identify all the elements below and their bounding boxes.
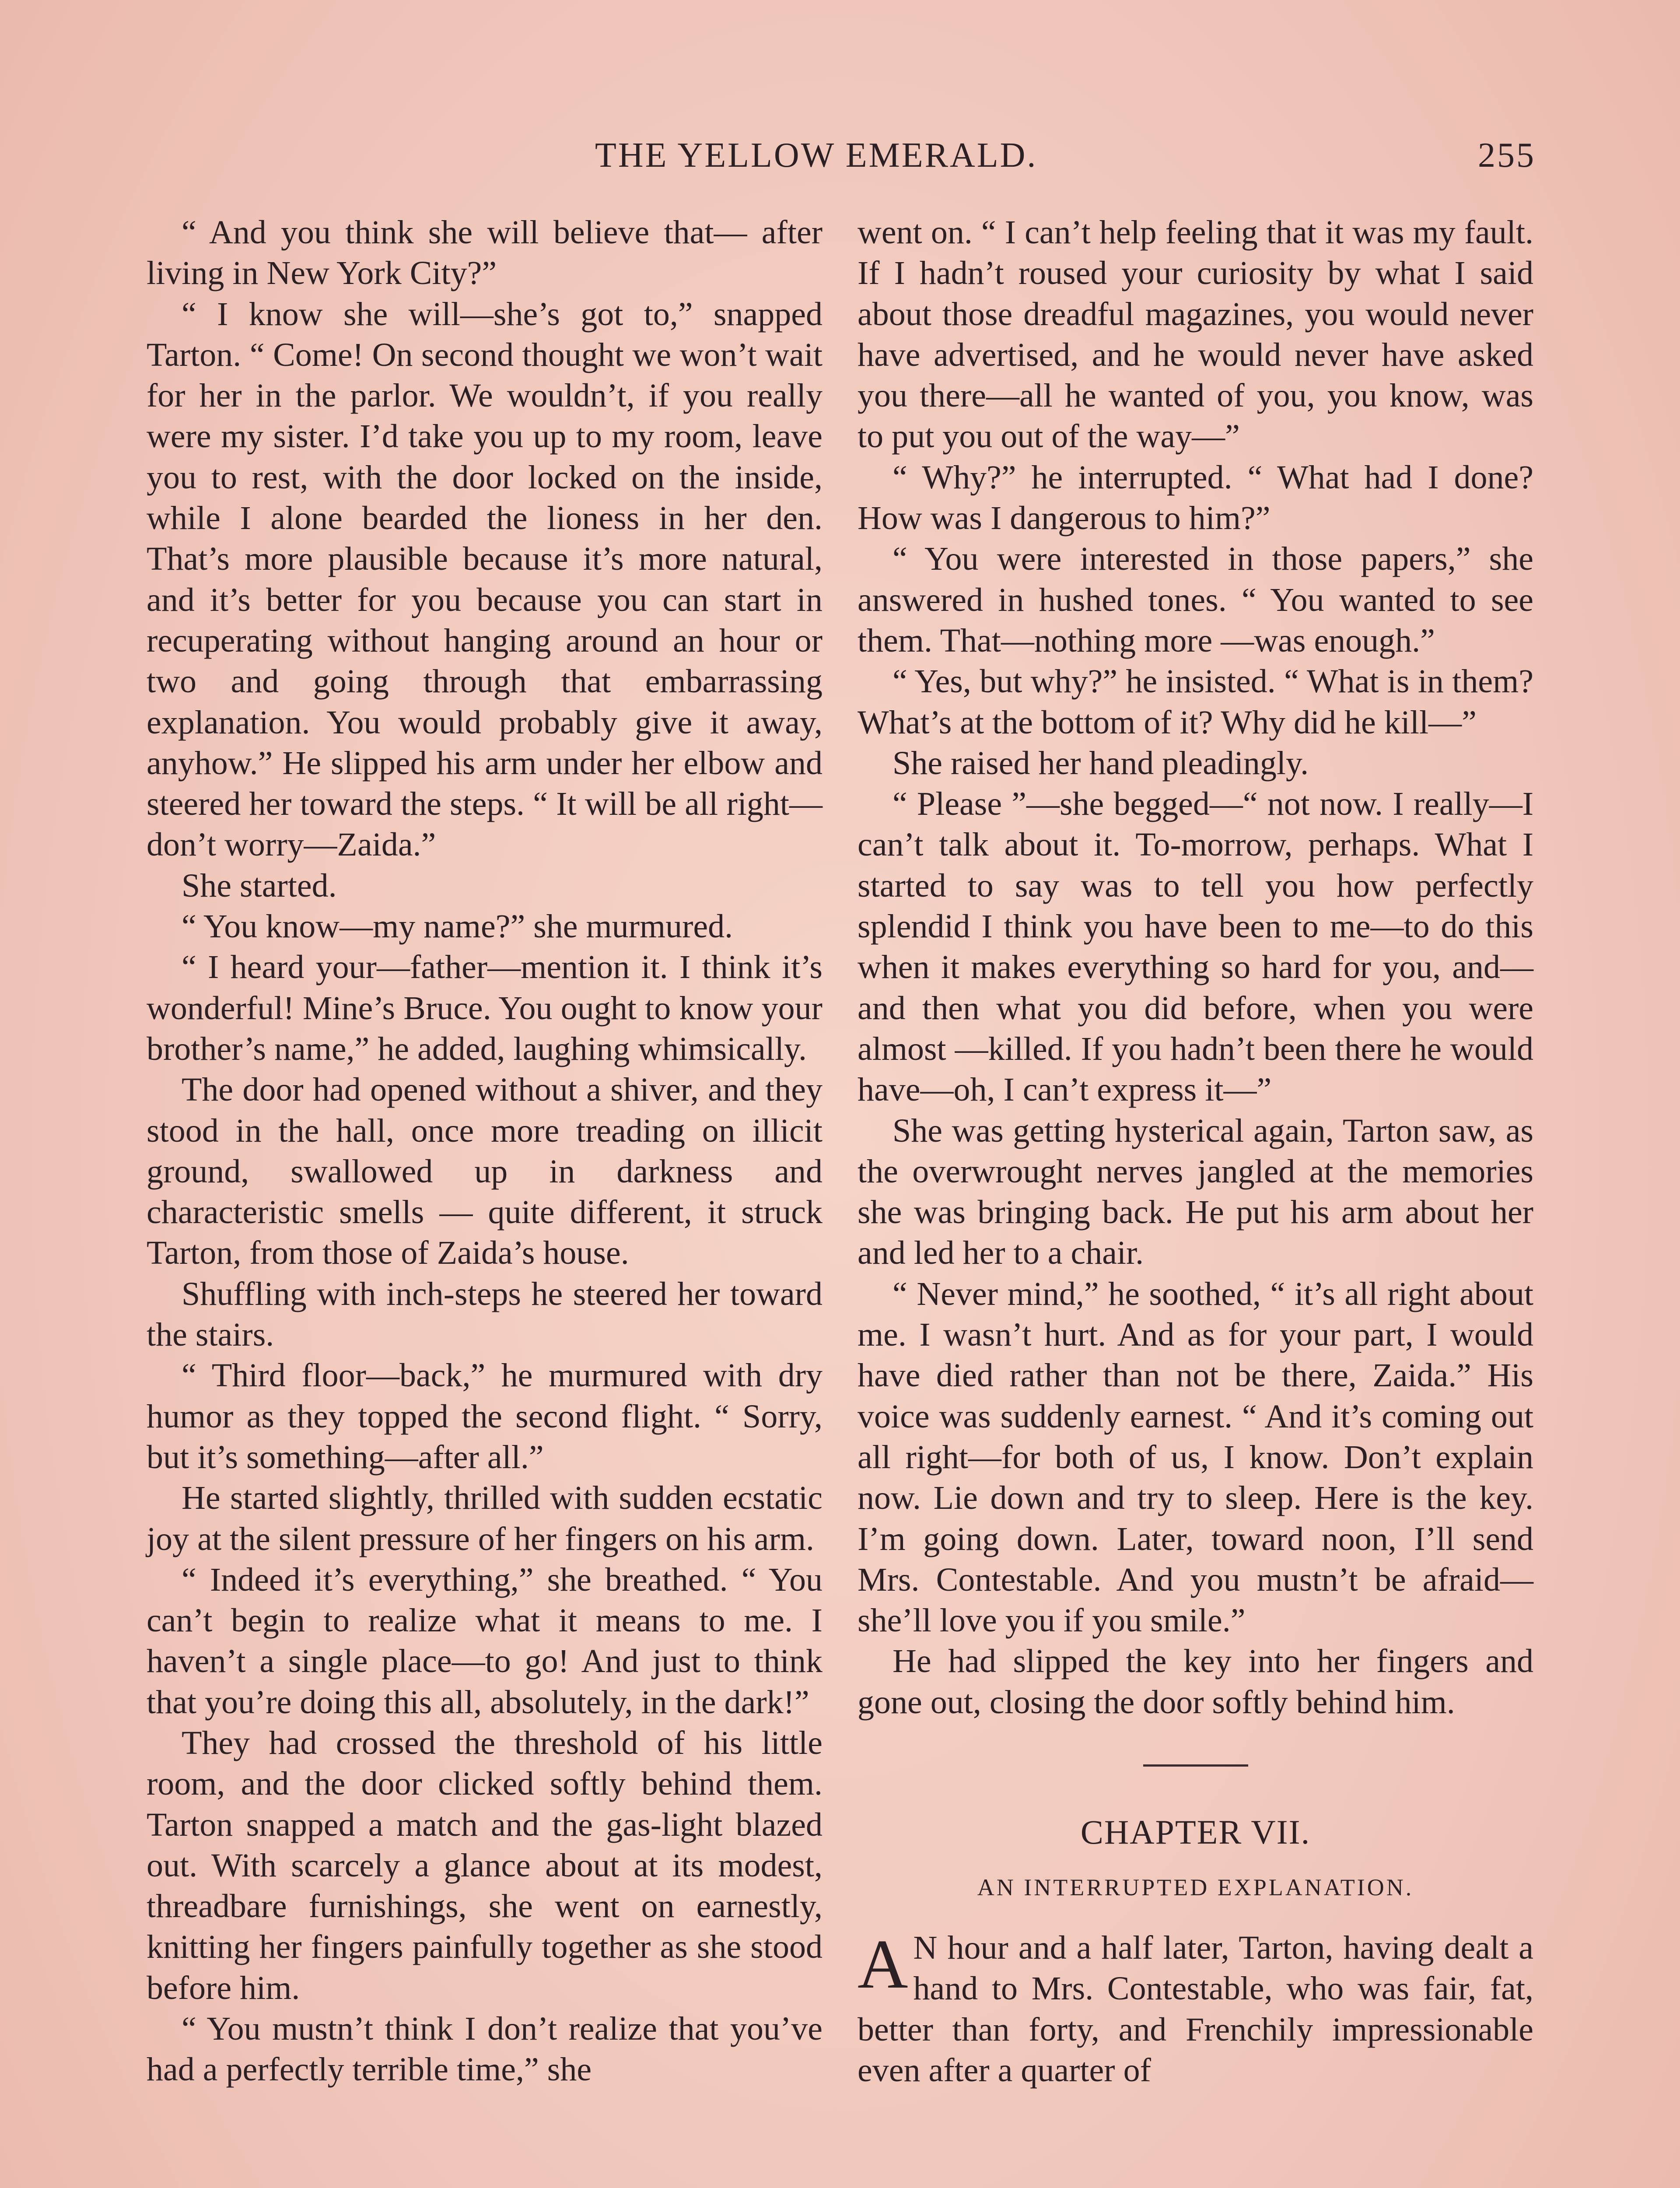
paragraph: “ Never mind,” he soothed, “ it’s all right about me. I wasn’t hurt. And as for your part, I would have died rather than not be there, Zaida.” His voice was suddenly earnest. “ And it’s coming out all right—for both of us, I know. Don’t explain now. Lie down and try to sleep. Here is the key. I’m going down. Later, toward noon, I’ll send Mrs. Contestable. And you mustn’t be afraid—she’ll love you if you smile.” (858, 1275, 1533, 1639)
paragraph-continued: went on. “ I can’t help feeling that it was my fault. If I hadn’t roused your curiosity by what I said about those dreadful magazines, you would never have advertised, and he would never have asked you there—all he wanted of you, you know, was to put you out of the way—” (858, 214, 1533, 455)
paragraph: She was getting hysterical again, Tarton saw, as the overwrought nerves jangled at the memories she was bringing back. He put his arm about her and led her to a chair. (858, 1112, 1533, 1272)
paragraph: She raised her hand pleadingly. (892, 744, 1309, 782)
running-head (149, 131, 1536, 179)
paragraph: “ I know she will—she’s got to,” snapped Tarton. “ Come! On second thought we won’t wait for her in the parlor. We wouldn’t, if you really were my sister. I’d take you up to my room, leave you to rest, with the door locked on the inside, while I alone bearded the lioness in her den. That’s more plausible because it’s more natural, and it’s better for you because you can start in recuperating without hanging around an hour or two and going through that embarrassing explanation. You would probably give it away, anyhow.” He slipped his arm under her elbow and steered her toward the steps. “ It will be all right— don’t worry—Zaida.” (147, 295, 822, 863)
right-column (858, 212, 1533, 2091)
paragraph: “ You were interested in those papers,” she answered in hushed tones. “ You wanted to see them. That—nothing more —was enough.” (858, 540, 1533, 659)
paragraph: “ And you think she will believe that— after living in New York City?” (147, 214, 822, 292)
chapter-opening-text: N hour and a half later, Tarton, having dealt a hand to Mrs. Contestable, who was fair, fat, better than forty, and Frenchily impressionable even after a quarter of (858, 1929, 1533, 2089)
paragraph: “ I heard your—father—mention it. I think it’s wonderful! Mine’s Bruce. You ought to know your brother’s name,” he added, laughing whimsically. (147, 949, 822, 1067)
paragraph: They had crossed the threshold of his little room, and the door clicked softly behind them. Tarton snapped a match and the gas-light blazed out. With scarcely a glance about at its modest, threadbare furnishings, she went on earnestly, knitting her fingers painfully together as she stood before him. (147, 1724, 822, 2006)
paragraph: “ You mustn’t think I don’t realize that you’ve had a perfectly terrible time,” she (147, 2010, 822, 2088)
running-title: THE YELLOW EMERALD. (595, 136, 1038, 175)
chapter-subtitle: AN INTERRUPTED EXPLANATION. (977, 1874, 1414, 1900)
paragraph: She started. (182, 867, 337, 904)
drop-cap: A (858, 1925, 908, 2003)
paragraph: “ Yes, but why?” he insisted. “ What is in them? What’s at the bottom of it? Why did he kill—” (858, 663, 1533, 741)
paragraph: “ Third floor—back,” he murmured with dry humor as they topped the second flight. “ Sorry, but it’s something—after all.” (147, 1357, 822, 1476)
paragraph: Shuffling with inch-steps he steered her toward the stairs. (147, 1275, 822, 1353)
chapter-heading: CHAPTER VII. (1080, 1813, 1311, 1851)
section-divider (1143, 1764, 1248, 1767)
chapter-opening-paragraph (858, 1925, 1533, 2091)
paragraph: He had slipped the key into her fingers and gone out, closing the door softly behind him. (858, 1643, 1533, 1721)
paragraph: “ Please ”—she begged—“ not now. I really—I can’t talk about it. To-morrow, perhaps. What I started to say was to tell you how perfectly splendid I think you have been to me—to do this when it makes everything so hard for you, and—and then what you did before, when you were almost —killed. If you hadn’t been there he would have—oh, I can’t express it—” (858, 785, 1533, 1108)
paragraph: The door had opened without a shiver, and they stood in the hall, once more treading on illicit ground, swallowed up in darkness and characteristic smells — quite different, it struck Tarton, from those of Zaida’s house. (147, 1071, 822, 1272)
left-column (147, 212, 822, 2090)
paragraph: “ Indeed it’s everything,” she breathed. “ You can’t begin to realize what it means to me. I haven’t a single place—to go! And just to think that you’re doing this all, absolutely, in the dark!” (147, 1561, 822, 1721)
paragraph: “ Why?” he interrupted. “ What had I done? How was I dangerous to him?” (858, 459, 1533, 537)
page-number: 255 (1478, 136, 1536, 175)
paragraph: He started slightly, thrilled with sudden ecstatic joy at the silent pressure of her fingers on his arm. (147, 1480, 822, 1557)
paragraph: “ You know—my name?” she murmured. (182, 908, 733, 945)
